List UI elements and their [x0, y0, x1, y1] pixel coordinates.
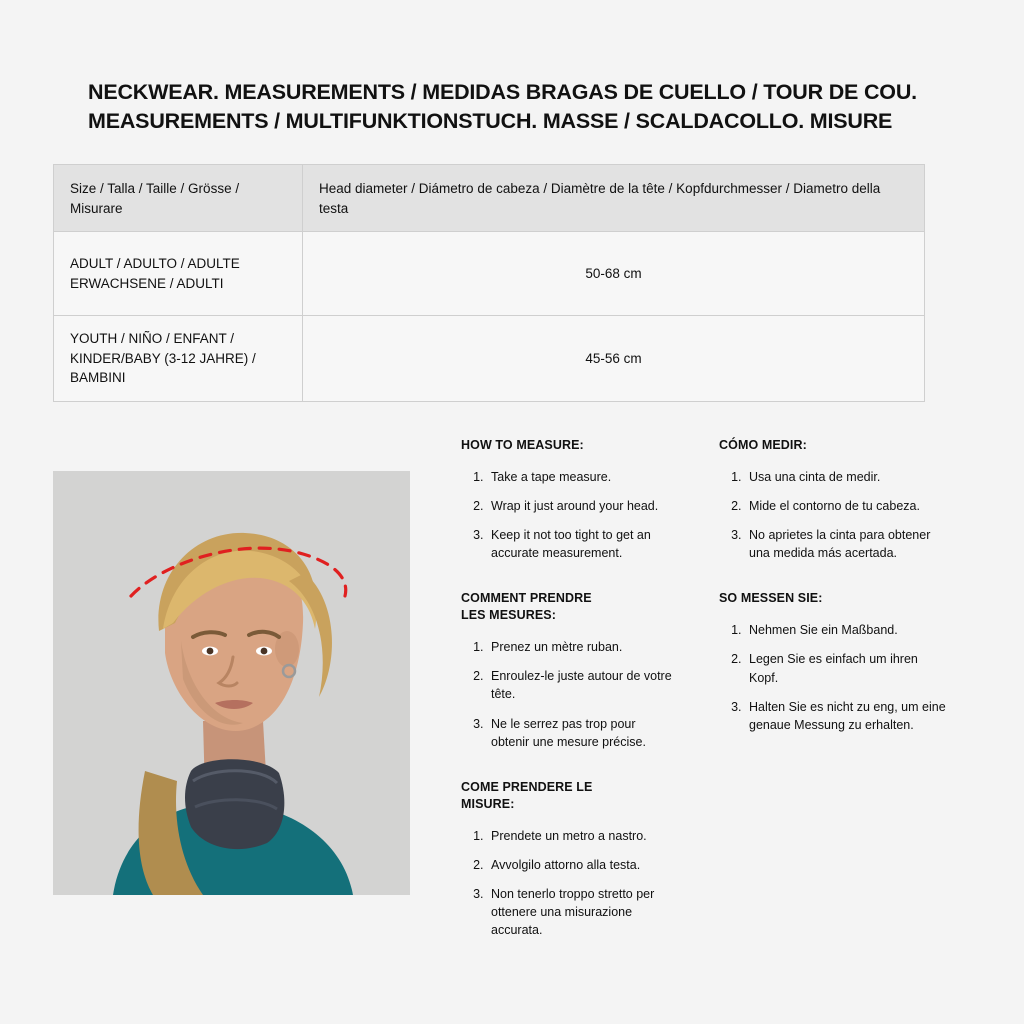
- list-item: 2. Wrap it just around your head.: [487, 497, 676, 515]
- instructions-french-heading-line-1: COMMENT PRENDRE: [461, 591, 592, 606]
- list-item: 1. Prenez un mètre ruban.: [487, 638, 676, 656]
- instructions-french-steps: [461, 638, 676, 751]
- table-row: [54, 316, 925, 402]
- list-item: 3. Non tenerlo troppo stretto per ottenere una misurazione accurata.: [487, 885, 676, 939]
- instructions-column-left: [461, 437, 676, 967]
- list-item: 2. Mide el contorno de tu cabeza.: [745, 497, 949, 515]
- instructions-english-heading: HOW TO MEASURE:: [461, 438, 584, 452]
- instructions-english-steps: [461, 468, 676, 563]
- list-item: 2. Enroulez-le juste autour de votre tête.: [487, 667, 676, 703]
- table-header-row: [54, 165, 925, 232]
- instructions-french-heading-line-2: LES MESURES:: [461, 608, 556, 623]
- table-cell-value-youth: 45-56 cm: [303, 316, 925, 402]
- page-title: [88, 78, 938, 135]
- list-item: 1. Take a tape measure.: [487, 468, 676, 486]
- table-cell-size-youth: YOUTH / NIÑO / ENFANT / KINDER/BABY (3-12 JAHRE) / BAMBINI: [54, 316, 303, 402]
- instructions-italian-heading-line-1: COME PRENDERE LE: [461, 779, 593, 794]
- instructions-column-right: [719, 437, 949, 762]
- list-item: 3. No aprietes la cinta para obtener una medida más acertada.: [745, 526, 949, 562]
- instructions-spanish: [719, 437, 949, 562]
- woman-wearing-neckwear-illustration: [53, 471, 410, 895]
- list-item: 2. Avvolgilo attorno alla testa.: [487, 856, 676, 874]
- list-item: 2. Legen Sie es einfach um ihren Kopf.: [745, 650, 949, 686]
- table-row: [54, 232, 925, 316]
- instructions-italian-steps: [461, 827, 676, 940]
- instructions-italian-heading: [461, 779, 676, 813]
- instructions-english: [461, 437, 676, 562]
- instructions-spanish-heading: CÓMO MEDIR:: [719, 438, 807, 452]
- list-item: 3. Keep it not too tight to get an accurate measurement.: [487, 526, 676, 562]
- page-title-line-2: MEASUREMENTS / MULTIFUNKTIONSTUCH. MASSE / SCALDACOLLO. MISURE: [88, 108, 893, 133]
- table-cell-size-adult: ADULT / ADULTO / ADULTE ERWACHSENE / ADULTI: [54, 232, 303, 316]
- measurement-photo: [53, 471, 410, 895]
- table-header-size: Size / Talla / Taille / Grösse / Misurare: [54, 165, 303, 232]
- list-item: 3. Halten Sie es nicht zu eng, um eine genaue Messung zu erhalten.: [745, 698, 949, 734]
- list-item: 1. Prendete un metro a nastro.: [487, 827, 676, 845]
- page-title-line-1: NECKWEAR. MEASUREMENTS / MEDIDAS BRAGAS DE CUELLO / TOUR DE COU.: [88, 80, 917, 104]
- instructions-italian: [461, 779, 676, 939]
- instructions-italian-heading-line-2: MISURE:: [461, 796, 515, 811]
- instructions-german-steps: [719, 621, 949, 734]
- table-header-measurement: Head diameter / Diámetro de cabeza / Diamètre de la tête / Kopfdurchmesser / Diametro della testa: [303, 165, 925, 232]
- table-cell-value-adult: 50-68 cm: [303, 232, 925, 316]
- instructions-french: [461, 590, 676, 750]
- list-item: 1. Nehmen Sie ein Maßband.: [745, 621, 949, 639]
- list-item: 3. Ne le serrez pas trop pour obtenir une mesure précise.: [487, 715, 676, 751]
- instructions-french-heading: [461, 590, 676, 624]
- size-table: [53, 164, 925, 402]
- instructions-spanish-steps: [719, 468, 949, 563]
- instructions-german: [719, 590, 949, 734]
- list-item: 1. Usa una cinta de medir.: [745, 468, 949, 486]
- instructions-german-heading: SO MESSEN SIE:: [719, 591, 823, 606]
